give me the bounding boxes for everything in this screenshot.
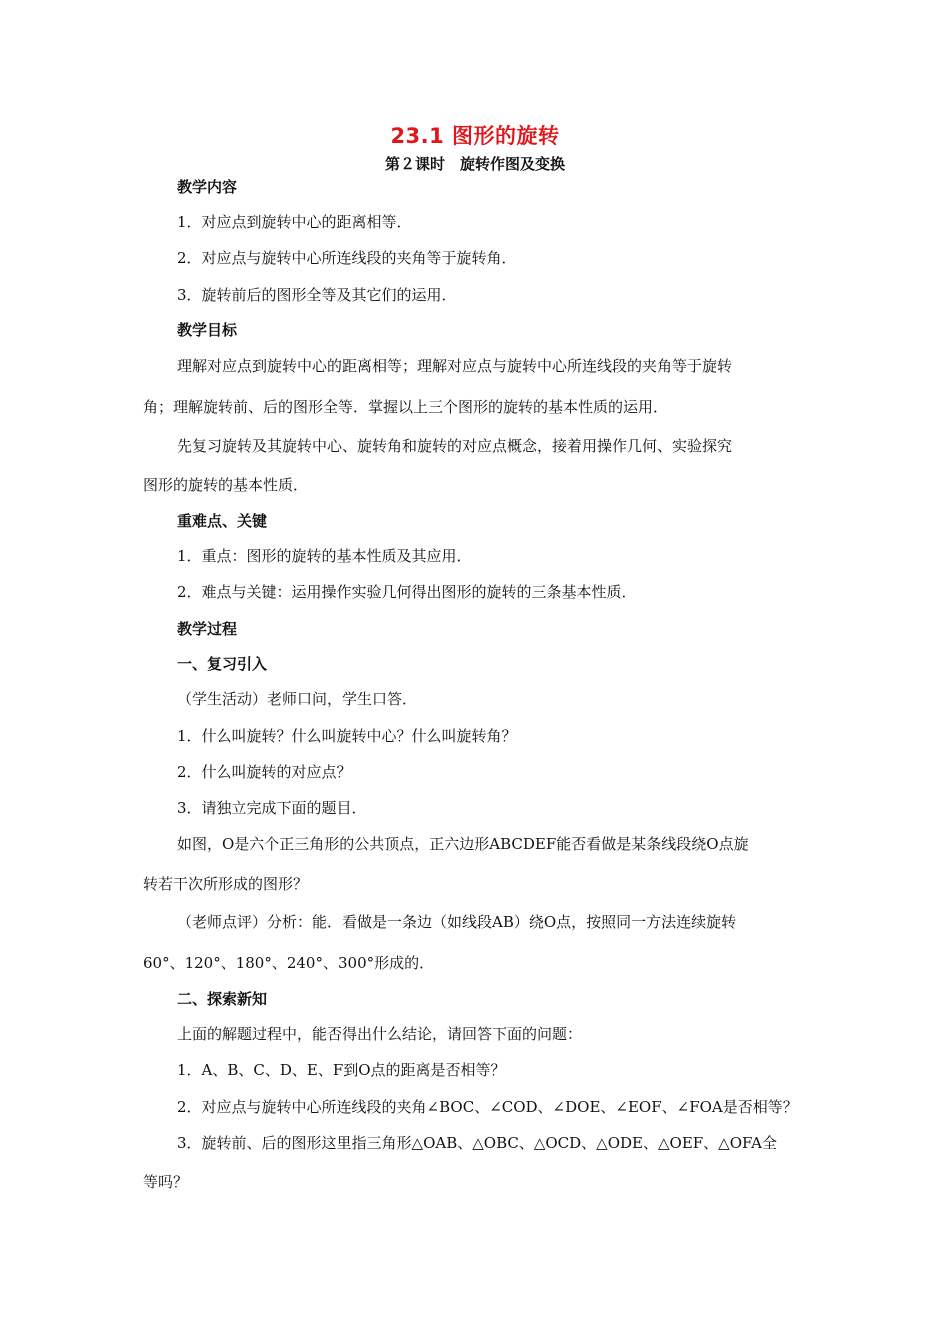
review-question-3: 3．请独立完成下面的题目． xyxy=(177,799,367,817)
goal-paragraph-2-line-2: 图形的旋转的基本性质． xyxy=(143,476,309,494)
heading-key-points: 重难点、关键 xyxy=(177,512,268,530)
goal-paragraph-2-line-1: 先复习旋转及其旋转中心、旋转角和旋转的对应点概念，接着用操作几何、实验探究 xyxy=(177,437,733,455)
explore-question-2: 2．对应点与旋转中心所连线段的夹角∠BOC、∠COD、∠DOE、∠EOF、∠FOA是否相等？ xyxy=(177,1098,798,1116)
goal-paragraph-1-line-2: 角；理解旋转前、后的图形全等．掌握以上三个图形的旋转的基本性质的运用． xyxy=(143,398,669,416)
content-item-1: 1．对应点到旋转中心的距离相等． xyxy=(177,213,412,231)
review-question-1: 1．什么叫旋转？什么叫旋转中心？什么叫旋转角？ xyxy=(177,727,517,745)
review-question-2: 2．什么叫旋转的对应点？ xyxy=(177,763,352,781)
key-point-1: 1．重点：图形的旋转的基本性质及其应用． xyxy=(177,547,472,565)
review-intro: （学生活动）老师口问，学生口答． xyxy=(177,690,418,708)
analysis-line-1: （老师点评）分析：能．看做是一条边（如线段AB）绕O点，按照同一方法连续旋转 xyxy=(177,913,737,931)
key-point-2: 2．难点与关键：运用操作实验几何得出图形的旋转的三条基本性质． xyxy=(177,583,637,601)
explore-question-1: 1．A、B、C、D、E、F到O点的距离是否相等？ xyxy=(177,1061,506,1079)
heading-teaching-process: 教学过程 xyxy=(177,620,238,638)
content-item-3: 3．旋转前后的图形全等及其它们的运用． xyxy=(177,286,457,304)
explore-question-3-line-2: 等吗？ xyxy=(143,1173,189,1191)
lesson-title: 23.1 图形的旋转 xyxy=(390,124,560,148)
explore-intro: 上面的解题过程中，能否得出什么结论，请回答下面的问题： xyxy=(177,1025,583,1043)
goal-paragraph-1-line-1: 理解对应点到旋转中心的距离相等；理解对应点与旋转中心所连线段的夹角等于旋转 xyxy=(177,357,733,375)
explore-question-3-line-1: 3．旋转前、后的图形这里指三角形△OAB、△OBC、△OCD、△ODE、△OEF、△OFA全 xyxy=(177,1134,777,1152)
heading-review: 一、复习引入 xyxy=(177,655,268,673)
heading-explore: 二、探索新知 xyxy=(177,990,268,1008)
content-item-2: 2．对应点与旋转中心所连线段的夹角等于旋转角． xyxy=(177,249,517,267)
heading-teaching-goals: 教学目标 xyxy=(177,321,238,339)
analysis-line-2: 60°、120°、180°、240°、300°形成的． xyxy=(143,954,435,972)
lesson-subtitle: 第２课时 旋转作图及变换 xyxy=(384,155,565,173)
problem-line-1: 如图，O是六个正三角形的公共顶点，正六边形ABCDEF能否看做是某条线段绕O点旋 xyxy=(177,835,749,853)
heading-teaching-content: 教学内容 xyxy=(177,178,238,196)
problem-line-2: 转若干次所形成的图形？ xyxy=(143,875,309,893)
